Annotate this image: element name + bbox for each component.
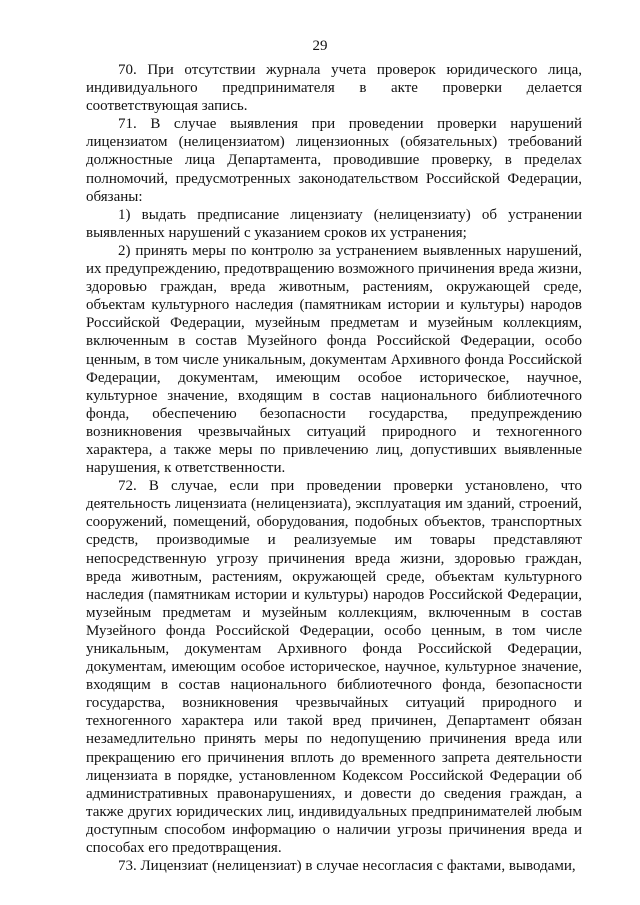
paragraph-73: 73. Лицензиат (нелицензиат) в случае несогласия с фактами, выводами, [118, 858, 576, 875]
paragraph-71: 71. В случае выявления при проведении проверки нарушений лицензиатом (нелицензиатом) лицензионных (обязательных) требований должностные лица Департамента, проводившие проверку, в пределах полномочий, предусмотренных законодательством Российской Федерации, обязаны: [86, 116, 582, 205]
paragraph-72: 72. В случае, если при проведении проверки установлено, что деятельность лицензиата (нелицензиата), эксплуатация им зданий, строений, сооружений, помещений, оборудования, подобных объектов, транспортных средств, производимые и реализуемые им товары представляют непосредственную угрозу причинения вреда жизни, здоровью граждан, вреда животным, растениям, окружающей среде, объектам культурного наследия (памятникам истории и культуры) народов Российской Федерации, музейным предметам и музейным коллекциям, включенным в состав Музейного фонда Российской Федерации, особо ценным, в том числе уникальным, документам Архивного фонда Российской Федерации, документам, имеющим особое историческое, научное, культурное значение, входящим в состав национального библиотечного фонда, безопасности государства, возникновения чрезвычайных ситуаций природного и техногенного характера или такой вред причинен, Департамент обязан незамедлительно принять меры по недопущению причинения вреда или прекращению его причинения вплоть до временного запрета деятельности лицензиата в порядке, установленном Кодексом Российской Федерации об административных правонарушениях, и довести до сведения граждан, а также других юридических лиц, индивидуальных предпринимателей любым доступным способом информацию о наличии угрозы причинения вреда и способах его предотвращения. [86, 478, 582, 857]
page-number: 29 [312, 38, 328, 54]
paragraph-70: 70. При отсутствии журнала учета проверок юридического лица, индивидуального предпринимателя в акте проверки делается соответствующая запись. [86, 62, 582, 115]
paragraph-71-item-1: 1) выдать предписание лицензиату (нелицензиату) об устранении выявленных нарушений с указанием сроков их устранения; [86, 206, 582, 241]
paragraph-71-item-2: 2) принять меры по контролю за устранением выявленных нарушений, их предупреждению, предотвращению возможного причинения вреда жизни, здоровью граждан, вреда животным, растениям, окружающей среде, объектам культурного наследия (памятникам истории и культуры) народов Российской Федерации, музейным предметам и музейным коллекциям, включенным в состав Музейного фонда Российской Федерации, особо ценным, в том числе уникальным, документам Архивного фонда Российской Федерации, документам, имеющим особое историческое, научное, культурное значение, входящим в состав национального библиотечного фонда, обеспечению безопасности государства, предупреждению возникновения чрезвычайных ситуаций природного и техногенного характера, а также меры по привлечению лиц, допустивших выявленные нарушения, к ответственности. [86, 242, 582, 477]
document-body [86, 61, 582, 875]
